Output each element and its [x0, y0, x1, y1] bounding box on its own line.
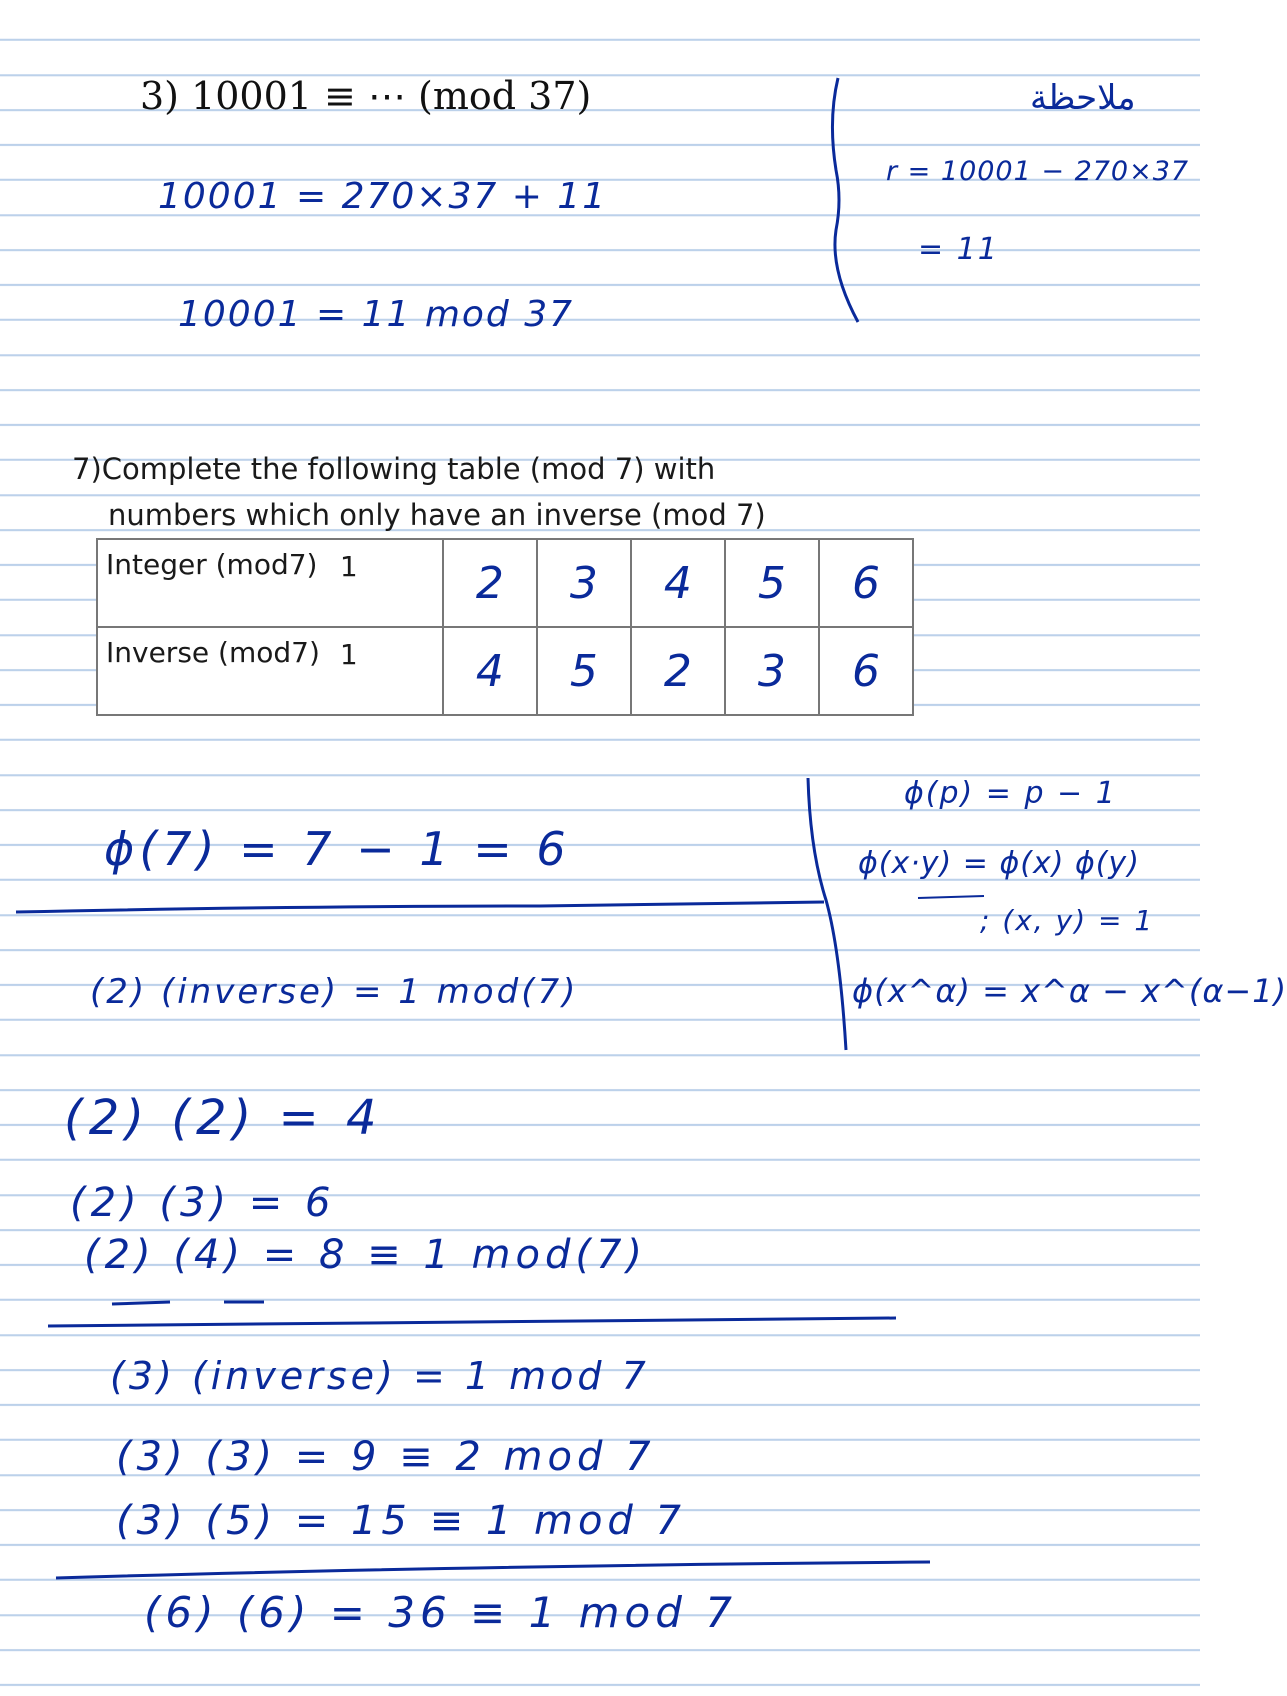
work-line: (3) (inverse) = 1 mod 7	[110, 1354, 650, 1398]
phi-formula-product: ϕ(x·y) = ϕ(x) ϕ(y)	[858, 846, 1140, 881]
phi-side-brace	[808, 778, 846, 1050]
table-cell-inverse-value: 4	[443, 627, 537, 715]
table-cell-inverse-value: 3	[725, 627, 819, 715]
q3-side-brace	[832, 78, 858, 322]
work-line: (3) (3) = 9 ≡ 2 mod 7	[116, 1434, 656, 1480]
table-cell-inverse-value: 2	[631, 627, 725, 715]
q3-problem: 3) 10001 ≡ ⋯ (mod 37)	[140, 74, 592, 118]
phi-of-7-line: ϕ(7) = 7 − 1 = 6	[104, 822, 571, 876]
q3-side-heading: ملاحظة	[1030, 78, 1136, 118]
q7-prompt-line-1: 7)Complete the following table (mod 7) with	[72, 452, 716, 486]
phi-separator-line	[16, 902, 824, 912]
table-cell-integer-value: 6	[819, 539, 913, 627]
inverse-2-separator-line	[48, 1318, 896, 1326]
table-cell-integer-value: 4	[631, 539, 725, 627]
q3-side-line-1: r = 10001 − 270×37	[886, 156, 1190, 187]
table-cell-inverse-value: 5	[537, 627, 631, 715]
underline-xy	[918, 896, 984, 898]
table-cell-integer-given: 1	[326, 539, 443, 627]
work-line: (2) (4) = 8 ≡ 1 mod(7)	[84, 1232, 648, 1278]
work-line: (3) (5) = 15 ≡ 1 mod 7	[116, 1498, 686, 1544]
work-line: (2) (2) = 4	[64, 1090, 383, 1146]
work-line: (2) (inverse) = 1 mod(7)	[90, 972, 579, 1012]
table-cell-integer-value: 5	[725, 539, 819, 627]
phi-formula-prime: ϕ(p) = p − 1	[904, 776, 1117, 811]
table-cell-inverse-value: 6	[819, 627, 913, 715]
underline-2	[112, 1302, 170, 1304]
phi-formula-coprime-condition: ; (x, y) = 1	[980, 904, 1155, 937]
table-row-label-inverse: Inverse (mod7)	[97, 627, 326, 715]
table-cell-integer-value: 2	[443, 539, 537, 627]
inverse-3-separator-line	[56, 1562, 930, 1578]
q3-working-line-2: 10001 = 11 mod 37	[178, 294, 575, 335]
table-row-label-integer: Integer (mod7)	[97, 539, 326, 627]
work-line: (6) (6) = 36 ≡ 1 mod 7	[144, 1588, 737, 1637]
table-cell-inverse-given: 1	[326, 627, 443, 715]
q3-side-line-2: = 11	[918, 232, 999, 267]
work-line: (2) (3) = 6	[70, 1180, 336, 1226]
q7-prompt-line-2: numbers which only have an inverse (mod 7)	[108, 498, 766, 532]
q3-working-line-1: 10001 = 270×37 + 11	[158, 176, 608, 217]
phi-formula-prime-power: ϕ(x^α) = x^α − x^(α−1)	[852, 972, 1287, 1010]
table-cell-integer-value: 3	[537, 539, 631, 627]
